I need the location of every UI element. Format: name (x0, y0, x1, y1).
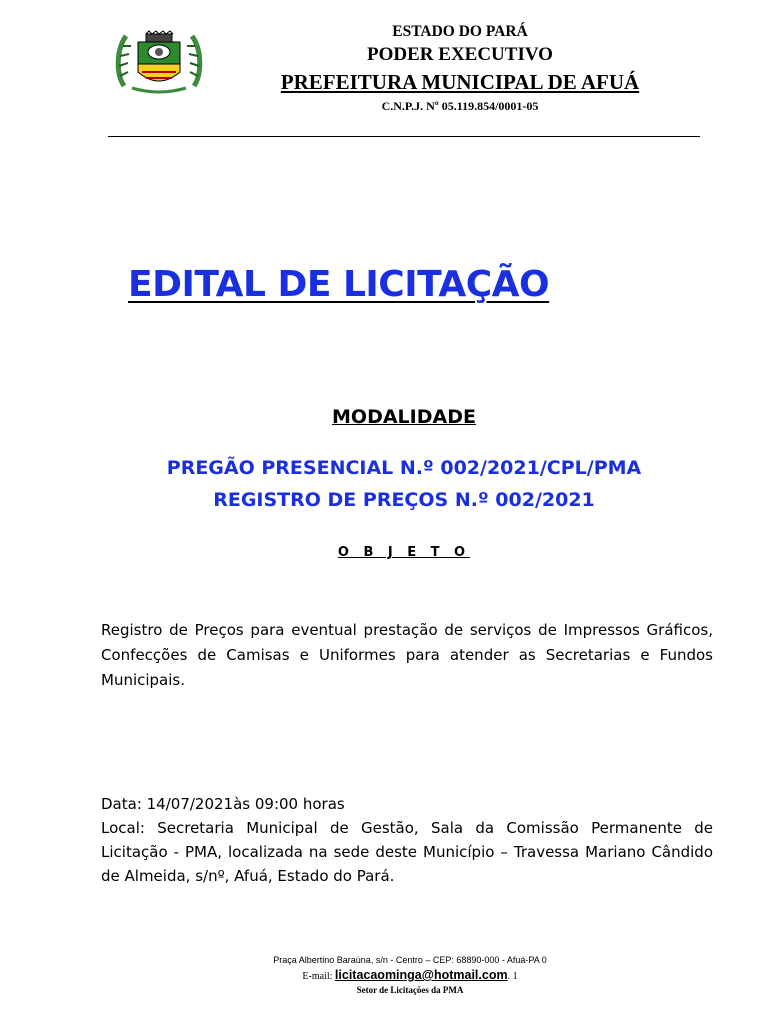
footer-email-label: E-mail: (302, 971, 333, 982)
object-label: O B J E T O (337, 545, 471, 560)
document-title: EDITAL DE LICITAÇÃO (128, 264, 550, 305)
session-details (101, 792, 713, 888)
header-power: PODER EXECUTIVO (367, 44, 553, 65)
object-description: Registro de Preços para eventual prestação de serviços de Impressos Gráficos, Confecções de Camisas e Uniformes para atender as Secretarias e Fundos Municipais. (101, 621, 713, 689)
coat-of-arms-icon (114, 30, 204, 94)
header-divider (108, 136, 700, 137)
modality-line-1: PREGÃO PRESENCIAL N.º 002/2021/CPL/PMA (166, 457, 642, 479)
date-line: Data: 14/07/2021às 09:00 horas (101, 795, 345, 813)
modality-line-2: REGISTRO DE PREÇOS N.º 002/2021 (213, 489, 595, 511)
footer-email-line: E-mail: licitacaominga@hotmail.com. 1 (302, 968, 518, 982)
header-state: ESTADO DO PARÁ (392, 23, 528, 40)
location-line: Local: Secretaria Municipal de Gestão, Sala da Comissão Permanente de Licitação - PMA, localizada na sede deste Município – Travessa Mariano Cândido de Almeida, s/nº, Afuá, Estado do Pará. (101, 819, 713, 885)
page-number: 1 (512, 971, 518, 982)
footer-sector: Setor de Licitações da PMA (356, 985, 464, 995)
header-cnpj: C.N.P.J. Nº 05.119.854/0001-05 (381, 99, 539, 113)
footer-email-link[interactable]: licitacaominga@hotmail.com (334, 968, 508, 982)
header-municipality: PREFEITURA MUNICIPAL DE AFUÁ (280, 70, 640, 94)
modality-label: MODALIDADE (332, 406, 476, 428)
page-footer (230, 954, 590, 997)
footer-address: Praça Albertino Baraúna, s/n - Centro – CEP: 68890-000 - Afuá-PA 0 (273, 955, 547, 965)
letterhead (0, 0, 770, 145)
